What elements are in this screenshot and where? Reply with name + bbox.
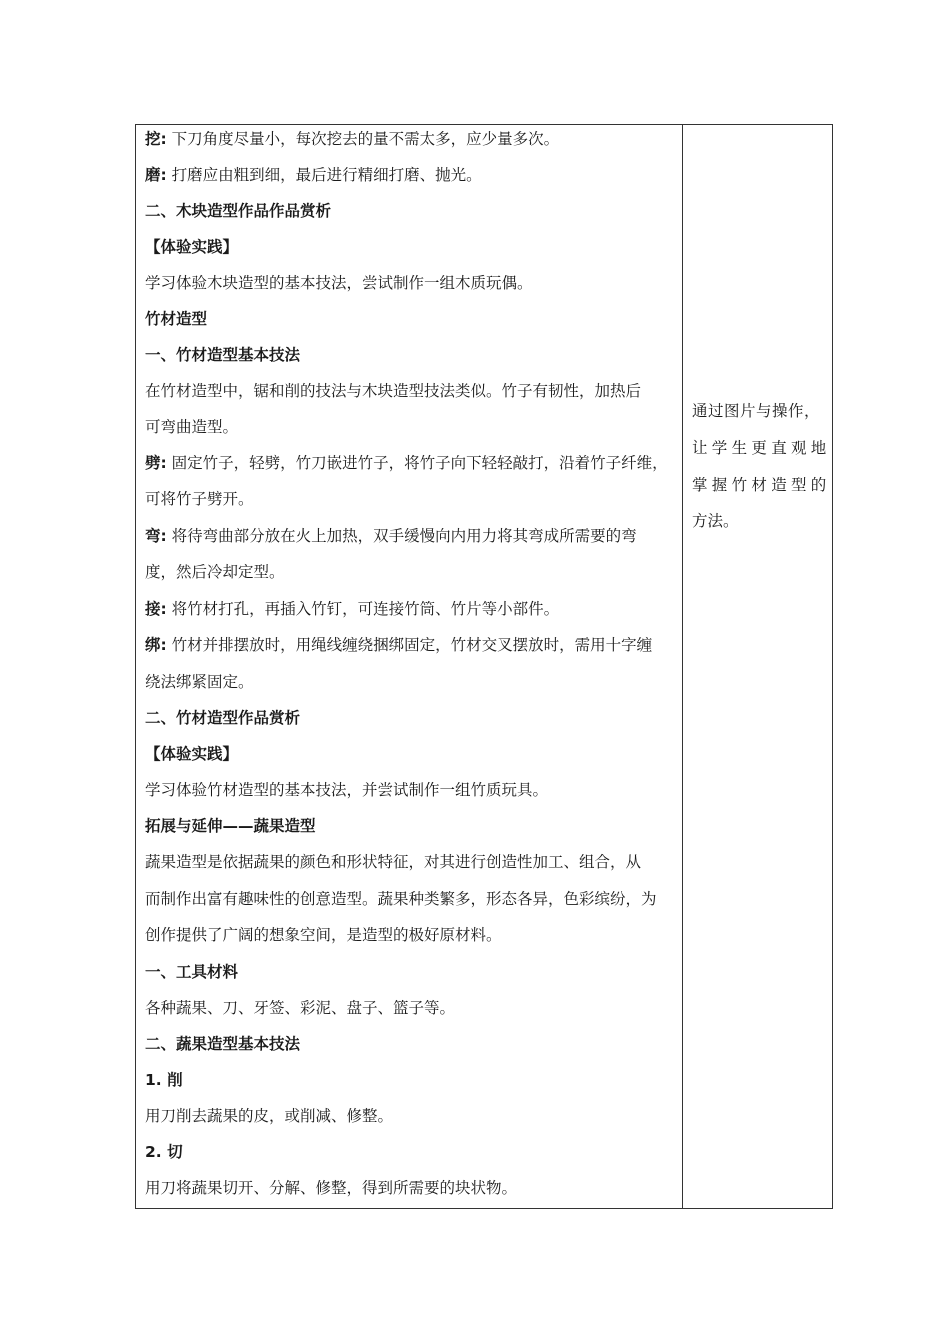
term-wa: 挖:: [145, 130, 167, 148]
column-divider: [682, 125, 683, 1208]
note-line-1: 通过图片与操作，: [692, 402, 821, 420]
heading-cut-peel: 1. 削: [145, 1071, 183, 1089]
text-fruit-intro-3: 创作提供了广阔的想象空间，是造型的极好原材料。: [145, 926, 502, 944]
text-bamboo-intro-1: 在竹材造型中，锯和削的技法与木块造型技法类似。竹子有韧性，加热后: [145, 382, 642, 400]
heading-slice: 2. 切: [145, 1143, 183, 1161]
text-bang: 竹材并排摆放时，用绳线缠绕捆绑固定，竹材交叉摆放时，需用十字缠: [166, 636, 653, 654]
text-mo: 打磨应由粗到细，最后进行精细打磨、抛光。: [166, 166, 482, 184]
term-pi: 劈:: [145, 454, 167, 472]
heading-fruit-technique: 二、蔬果造型基本技法: [145, 1035, 301, 1053]
paragraph-jie: [145, 599, 559, 619]
term-wan: 弯:: [145, 527, 167, 545]
text-tools: 各种蔬果、刀、牙签、彩泥、盘子、篮子等。: [145, 999, 456, 1017]
term-bang: 绑:: [145, 636, 167, 654]
heading-wood-appreciation: 二、木块造型作品作品赏析: [145, 202, 332, 220]
text-slice: 用刀将蔬果切开、分解、修整，得到所需要的块状物。: [145, 1179, 518, 1197]
heading-bamboo-appreciation: 二、竹材造型作品赏析: [145, 709, 301, 727]
note-line-3: 掌握竹材造型的: [692, 476, 831, 494]
heading-practice-1: 【体验实践】: [145, 238, 239, 256]
heading-fruit-vegetable: 拓展与延伸——蔬果造型: [145, 817, 316, 835]
text-bamboo-intro-2: 可弯曲造型。: [145, 418, 239, 436]
paragraph-bang: [145, 635, 652, 655]
heading-tools: 一、工具材料: [145, 963, 239, 981]
paragraph-mo: [145, 165, 482, 185]
text-pi-2: 可将竹子劈开。: [145, 490, 254, 508]
heading-bamboo: 竹材造型: [145, 310, 208, 328]
term-jie: 接:: [145, 600, 167, 618]
paragraph-wan: [145, 526, 637, 546]
text-wa: 下刀角度尽量小，每次挖去的量不需太多，应少量多次。: [166, 130, 560, 148]
paragraph-pi: [145, 453, 668, 473]
lesson-table: [135, 124, 833, 1209]
text-practice-2: 学习体验竹材造型的基本技法，并尝试制作一组竹质玩具。: [145, 781, 549, 799]
text-pi: 固定竹子，轻劈，竹刀嵌进竹子，将竹子向下轻轻敲打，沿着竹子纤维，: [166, 454, 668, 472]
text-fruit-intro-2: 而制作出富有趣味性的创意造型。蔬果种类繁多，形态各异，色彩缤纷，为: [145, 890, 657, 908]
text-wan: 将待弯曲部分放在火上加热，双手缓慢向内用力将其弯成所需要的弯: [166, 527, 637, 545]
term-mo: 磨:: [145, 166, 167, 184]
text-jie: 将竹材打孔，再插入竹钉，可连接竹筒、竹片等小部件。: [166, 600, 560, 618]
text-bang-2: 绕法绑紧固定。: [145, 673, 254, 691]
text-fruit-intro-1: 蔬果造型是依据蔬果的颜色和形状特征，对其进行创造性加工、组合，从: [145, 853, 642, 871]
note-line-2: 让学生更直观地: [692, 439, 831, 457]
heading-practice-2: 【体验实践】: [145, 745, 239, 763]
heading-bamboo-technique: 一、竹材造型基本技法: [145, 346, 301, 364]
text-wan-2: 度，然后冷却定型。: [145, 563, 285, 581]
paragraph-wa: [145, 129, 559, 149]
text-cut-peel: 用刀削去蔬果的皮，或削减、修整。: [145, 1107, 394, 1125]
note-line-4: 方法。: [692, 512, 739, 530]
text-practice-1: 学习体验木块造型的基本技法，尝试制作一组木质玩偶。: [145, 274, 533, 292]
